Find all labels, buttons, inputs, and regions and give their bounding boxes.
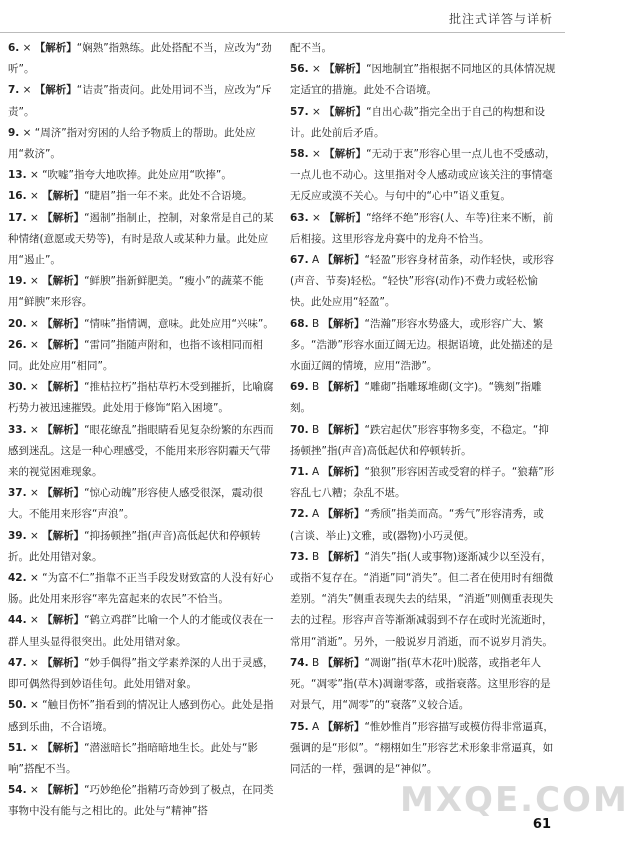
answer-number: 71.	[290, 466, 309, 479]
analysis-text: “鹤立鸡群”比喻一个人的才能或仪表在一群人里头显得很突出。此处用错对象。	[8, 614, 274, 648]
analysis-tag: 【解析】	[42, 190, 85, 203]
answer-entry	[8, 420, 278, 484]
answer-number: 57.	[290, 105, 309, 118]
answer-number: 75.	[290, 720, 309, 733]
analysis-text: “睫眉”指一年不来。此处不合语境。	[84, 190, 253, 203]
answer-mark: ×	[29, 572, 39, 585]
analysis-text: “吹嘘”指夸大地吹捧。此处应用“吹捧”。	[42, 169, 232, 182]
answer-entry	[8, 483, 278, 525]
answer-entry	[8, 38, 278, 80]
answer-entry	[8, 335, 278, 377]
answer-number: 44.	[8, 614, 27, 627]
answer-number: 63.	[290, 211, 309, 224]
answer-number: 69.	[290, 381, 309, 394]
answer-mark: ×	[311, 105, 321, 118]
answer-number: 7.	[8, 84, 20, 97]
answer-mark: ×	[29, 211, 39, 224]
answer-mark: A	[311, 508, 320, 521]
answer-entry	[290, 377, 558, 419]
answer-entry	[8, 208, 278, 272]
answer-number: 39.	[8, 529, 27, 542]
analysis-tag: 【解析】	[34, 42, 77, 54]
analysis-text: “雕砌”指雕琢堆砌(文字)。“镌刻”指雕刻。	[290, 381, 542, 415]
header-title: 批注式详答与详析	[448, 12, 553, 26]
answer-entry	[290, 314, 558, 378]
analysis-tag: 【解析】	[42, 381, 85, 394]
answer-number: 51.	[8, 741, 27, 754]
analysis-tag: 【解析】	[324, 63, 367, 76]
analysis-tag: 【解析】	[42, 784, 85, 797]
answer-number: 73.	[290, 550, 309, 563]
analysis-tag: 【解析】	[322, 423, 365, 436]
analysis-text: “浩瀚”形容水势盛大，或形容广大、繁多。“浩渺”形容水面辽阔无边。根据语境，此处描述的是水面辽阔的情境，应用“浩渺”。	[290, 317, 553, 373]
answer-mark: ×	[311, 63, 321, 76]
answer-number: 37.	[8, 487, 27, 500]
answer-number: 74.	[290, 656, 309, 669]
answer-mark: ×	[29, 317, 39, 330]
analysis-tag: 【解析】	[324, 211, 367, 224]
analysis-tag: 【解析】	[322, 317, 365, 330]
analysis-text: “娴熟”指熟练。此处搭配不当，应改为“劲听”。	[8, 42, 272, 76]
answer-entry	[290, 208, 558, 250]
analysis-tag: 【解析】	[42, 614, 85, 627]
answer-mark: ×	[22, 126, 32, 139]
analysis-text: “为富不仁”指靠不正当手段发财致富的人没有好心肠。此处用来形容“率先富起来的农民”不恰当。	[8, 572, 274, 606]
answer-mark: A	[311, 466, 320, 479]
answer-mark: A	[311, 720, 320, 733]
answer-entry	[290, 547, 558, 653]
answer-mark: ×	[29, 656, 39, 669]
answer-number: 19.	[8, 275, 27, 288]
analysis-text: “秀颀”指美而高。“秀气”形容清秀，或(言谈、举止)文雅，或(器物)小巧灵便。	[290, 508, 544, 542]
answer-number: 50.	[8, 699, 27, 712]
header-divider	[0, 32, 565, 33]
answer-number: 9.	[8, 126, 20, 139]
answer-entry	[8, 695, 278, 737]
answer-mark: ×	[311, 211, 321, 224]
answer-entry	[8, 780, 278, 822]
answer-number: 42.	[8, 572, 27, 585]
answer-entry	[8, 653, 278, 695]
answer-number: 54.	[8, 784, 27, 797]
analysis-tag: 【解析】	[322, 466, 365, 479]
answer-entry	[8, 526, 278, 568]
left-column	[8, 38, 278, 823]
analysis-tag: 【解析】	[42, 423, 85, 436]
analysis-text: “轻盈”形容身材苗条，动作轻快，或形容(声音、节奏)轻松。“轻快”形容(动作)不费力或轻松愉快。此处应用“轻盈”。	[290, 254, 554, 309]
answer-entry	[8, 738, 278, 780]
answer-number: 20.	[8, 317, 27, 330]
analysis-text: “推枯拉朽”指枯草朽木受到摧折，比喻腐朽势力被迅速摧毁。此处用于修饰“陷入困境”。	[8, 381, 274, 415]
analysis-tag: 【解析】	[42, 741, 85, 754]
answer-mark: ×	[29, 423, 39, 436]
analysis-text: “络绎不绝”形容(人、车等)往来不断，前后相接。这里形容龙舟赛中的龙舟不恰当。	[290, 211, 554, 245]
analysis-tag: 【解析】	[324, 105, 367, 118]
answer-number: 26.	[8, 338, 27, 351]
answer-mark: ×	[29, 741, 39, 754]
analysis-text: “因地制宜”指根据不同地区的具体情况规定适宜的措施。此处不合语境。	[290, 63, 556, 97]
answer-mark: ×	[29, 338, 39, 351]
analysis-text: “鲜腴”指新鲜肥美。“瘦小”的蔬菜不能用“鲜腴”来形容。	[8, 275, 264, 309]
answer-entry	[8, 314, 278, 335]
answer-number: 56.	[290, 63, 309, 76]
analysis-text: “周济”指对穷困的人给予物质上的帮助。此处应用“救济”。	[8, 126, 256, 161]
answer-number: 72.	[290, 508, 309, 521]
answer-entry	[290, 102, 558, 144]
analysis-text: “惟妙惟肖”形容描写或模仿得非常逼真，强调的是“形似”。“栩栩如生”形容艺术形象非常逼真，如同活的一样，强调的是“神似”。	[290, 720, 554, 775]
right-column	[290, 38, 558, 780]
analysis-tag: 【解析】	[322, 550, 365, 563]
analysis-tag: 【解析】	[42, 211, 85, 224]
analysis-text: “雷同”指随声附和，也指不该相同而相同。此处应用“相同”。	[8, 338, 263, 373]
analysis-tag: 【解析】	[322, 656, 365, 669]
analysis-tag: 【解析】	[324, 148, 367, 161]
answer-mark: ×	[29, 784, 39, 797]
answer-mark: ×	[29, 275, 39, 288]
analysis-tag: 【解析】	[42, 275, 85, 288]
analysis-tag: 【解析】	[322, 381, 365, 394]
answer-number: 17.	[8, 211, 27, 224]
answer-mark: ×	[29, 529, 39, 542]
answer-mark: A	[311, 254, 320, 267]
analysis-text: “情味”指情调，意味。此处应用“兴味”。	[84, 317, 274, 330]
analysis-tag: 【解析】	[322, 508, 365, 521]
page-number: 61	[532, 817, 551, 832]
answer-mark: ×	[22, 42, 32, 54]
analysis-tag: 【解析】	[42, 487, 85, 500]
analysis-text: “凋谢”指(草木花叶)脱落，或指老年人死。“凋零”指(草木)凋谢零落，或指衰落。这里形容的是对景气，用“凋零”的“衰落”义较合适。	[290, 656, 551, 712]
analysis-text: “触目伤怀”指看到的情况让人感到伤心。此处是指感到乐曲，不合语境。	[8, 699, 274, 733]
answer-entry	[290, 59, 558, 101]
answer-number: 70.	[290, 423, 309, 436]
answer-mark: ×	[29, 487, 39, 500]
answer-number: 47.	[8, 656, 27, 669]
answer-entry	[8, 271, 278, 313]
answer-mark: B	[311, 381, 320, 394]
analysis-text: “惊心动魄”形容使人感受很深，震动很大。不能用来形容“声浪”。	[8, 487, 263, 521]
answer-mark: ×	[29, 381, 39, 394]
answer-number: 6.	[8, 42, 20, 54]
analysis-tag: 【解析】	[42, 338, 85, 351]
answer-mark: ×	[29, 169, 39, 182]
answer-entry	[290, 462, 558, 504]
analysis-tag: 【解析】	[42, 529, 85, 542]
answer-number: 33.	[8, 423, 27, 436]
analysis-text: “无动于衷”形容心里一点儿也不受感动，一点儿也不动心。这里指对令人感动或应该关注的事情毫无反应或漠不关心。与句中的“心中”语义重复。	[290, 148, 556, 203]
analysis-text: “遏制”指制止，控制，对象常是自己的某种情绪(意愿或天势等)，有时是敌人或某种力量。此处应用“遏止”。	[8, 211, 274, 267]
analysis-tag: 【解析】	[34, 84, 77, 97]
analysis-tag: 【解析】	[42, 656, 85, 669]
answer-entry	[290, 38, 558, 59]
answer-mark: ×	[29, 190, 39, 203]
answer-mark: B	[311, 550, 320, 563]
answer-entry	[290, 144, 558, 208]
answer-entry	[8, 610, 278, 652]
analysis-text: “妙手偶得”指文学素养深的人出于灵感，即可偶然得到妙语佳句。此处用错对象。	[8, 656, 274, 691]
analysis-tag: 【解析】	[42, 317, 85, 330]
answer-number: 13.	[8, 169, 27, 182]
analysis-text: 配不当。	[290, 42, 332, 54]
analysis-text: “眼花缭乱”指眼睛看见复杂纷繁的东西而感到迷乱。这是一种心理感受，不能用来形容阴霾天气带来的视觉困难现象。	[8, 423, 274, 479]
watermark-text: MXQE.COM	[400, 780, 629, 820]
analysis-text: “抑扬顿挫”指(声音)高低起伏和停顿转折。此处用错对象。	[8, 529, 261, 563]
answer-entry	[290, 653, 558, 717]
answer-mark: ×	[22, 84, 32, 97]
answer-entry	[8, 568, 278, 610]
analysis-text: “自出心裁”指完全出于自己的构想和设计。此处前后矛盾。	[290, 105, 545, 139]
answer-mark: B	[311, 317, 320, 330]
answer-number: 58.	[290, 148, 309, 161]
analysis-text: “消失”指(人或事物)逐渐减少以至没有，或指不复存在。“消逝”同“消失”。但二者在使用时有细微差别。“消失”侧重表现失去的结果，“消逝”则侧重表现失去的过程。形容声音等渐渐减弱到不存在或时光流逝时，常用“消逝”。另外，一般说岁月消逝，而不说岁月消失。	[290, 550, 554, 648]
analysis-text: “狼狈”形容困苦或受窘的样子。“狼藉”形容乱七八糟；杂乱不堪。	[290, 466, 555, 500]
answer-entry	[290, 504, 558, 546]
analysis-text: “诘责”指责问。此处用词不当，应改为“斥责”。	[8, 84, 272, 118]
analysis-text: “巧妙绝伦”指精巧奇妙到了极点，在同类事物中没有能与之相比的。此处与“精神”搭	[8, 784, 274, 818]
answer-mark: B	[311, 656, 320, 669]
answer-entry	[8, 123, 278, 165]
answer-number: 30.	[8, 381, 27, 394]
answer-entry	[290, 420, 558, 462]
answer-entry	[290, 250, 558, 314]
analysis-tag: 【解析】	[322, 720, 365, 733]
analysis-text: “跌宕起伏”形容事物多变，不稳定。“抑扬顿挫”指(声音)高低起伏和停顿转折。	[290, 423, 549, 457]
analysis-text: “潜滋暗长”指暗暗地生长。此处与“影响”搭配不当。	[8, 741, 258, 775]
answer-entry	[8, 186, 278, 207]
answer-number: 16.	[8, 190, 27, 203]
answer-number: 68.	[290, 317, 309, 330]
answer-mark: ×	[311, 148, 321, 161]
analysis-tag: 【解析】	[322, 254, 365, 267]
answer-mark: B	[311, 423, 320, 436]
answer-mark: ×	[29, 614, 39, 627]
answer-entry	[8, 80, 278, 122]
answer-entry	[290, 717, 558, 781]
page-header	[0, 0, 565, 36]
answer-mark: ×	[29, 699, 39, 712]
answer-entry	[8, 377, 278, 419]
answer-entry	[8, 165, 278, 186]
answer-number: 67.	[290, 254, 309, 267]
